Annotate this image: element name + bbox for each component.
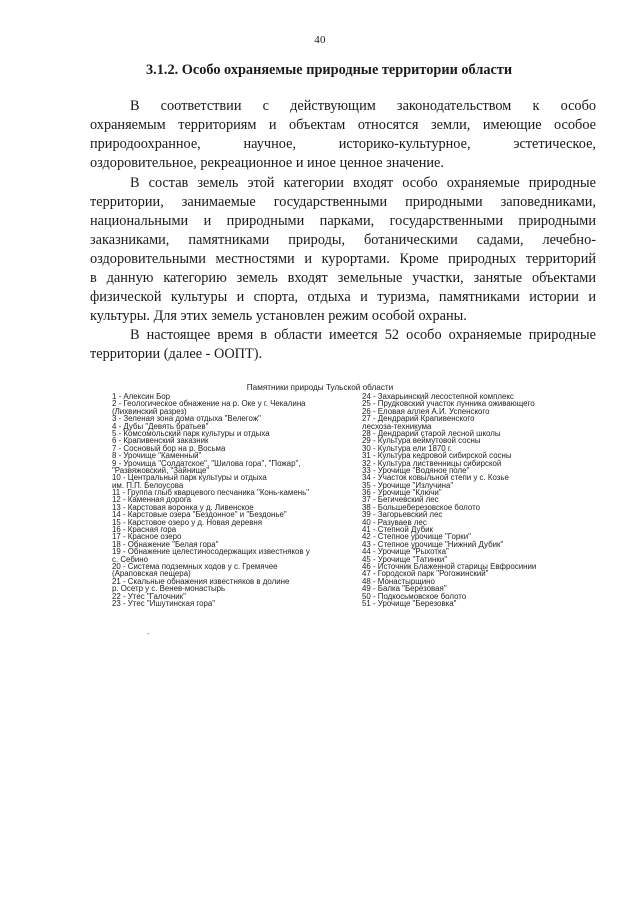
paragraph-line: территории (далее - ООПТ).: [90, 346, 263, 362]
list-item: 10 - Центральный парк культуры и отдыха: [112, 473, 267, 483]
list-item: 2 - Геологическое обнажение на р. Оке у г. Чекалина: [112, 399, 306, 409]
list-item: 34 - Участок ковыльной степи у с. Козье: [362, 473, 509, 483]
list-item: 18 - Обнажение "Белая гора": [112, 539, 219, 549]
list-item: 22 - Утес "Галочник": [112, 591, 186, 601]
list-item: 6 - Крапивенский заказник: [112, 436, 209, 446]
list-item: 4 - Дубы "Девять братьев": [112, 421, 209, 431]
list-item: 33 - Урочище "Водяное поле": [362, 465, 470, 475]
list-item: 13 - Карстовая воронка у д. Ливенское: [112, 502, 254, 512]
list-item: 25 - Прудковский участок лунника оживающего: [362, 399, 535, 409]
list-item: 5 - Комсомольский парк культуры и отдыха: [112, 428, 270, 438]
list-item: 17 - Красное озеро: [112, 532, 182, 542]
list-item: 7 - Сосновый бор на р. Восьма: [112, 443, 226, 453]
list-item: 28 - Дендрарий старой лесной школы: [362, 428, 501, 438]
list-item: лесхоза-техникума: [362, 421, 432, 431]
list-item: 42 - Степное урочище "Горки": [362, 532, 471, 542]
list-item: 39 - Загорьевский лес: [362, 510, 443, 520]
list-item: 23 - Утес "Ишутинская гора": [112, 598, 216, 608]
list-item: (Араповская пещера): [112, 569, 191, 579]
paragraph-line: физической культуры и спорта, отдыха и туризма, памятниками истории и: [90, 289, 596, 305]
list-item: 44 - Урочище "Рыхотка": [362, 547, 449, 557]
list-item: 20 - Система подземных ходов у с. Гремячее: [112, 561, 278, 571]
monuments-list-title: Памятники природы Тульской области: [246, 383, 394, 392]
list-item: 48 - Монастырщино: [362, 576, 435, 586]
list-item: 1 - Алексин Бор: [112, 392, 171, 401]
list-item: 32 - Культура лиственницы сибирской: [362, 458, 502, 468]
paragraph-line: территории, занимаемые государственными природными заповедниками,: [90, 194, 596, 210]
list-item: 50 - Подкосьмовское болото: [362, 591, 467, 601]
list-item: 24 - Захарьинский лесостепной комплекс: [362, 392, 514, 401]
list-item: "Развяжовский, "Зайнище": [112, 465, 210, 475]
monuments-list-left: [112, 393, 310, 607]
list-item: 45 - Урочище "Татинки": [362, 554, 448, 564]
list-item: 27 - Дендрарий Крапивенского: [362, 414, 475, 424]
list-item: 16 - Красная гора: [112, 525, 177, 535]
paragraph-line: природоохранное, научное, историко-культурное, эстетическое,: [90, 136, 596, 152]
list-item: 21 - Скальные обнажения известняков в долине: [112, 576, 290, 586]
paragraph-line: В настоящее время в области имеется 52 особо охраняемые природные: [130, 327, 596, 343]
paragraph-line: оздоровительными местностями и курортами. Кроме природных территорий: [90, 251, 596, 267]
list-item: р. Осетр у с. Венев-монастырь: [112, 584, 226, 594]
paragraph-line: заказниками, памятниками природы, ботаническими садами, лечебно-: [90, 232, 596, 248]
list-item: 47 - Городской парк "Рогожинский": [362, 569, 489, 579]
monuments-list-right: [362, 393, 536, 607]
paragraph-line: В состав земель этой категории входят особо охраняемые природные: [130, 175, 596, 191]
list-item: 38 - Большеберезовское болото: [362, 502, 480, 512]
list-item: 8 - Урочище "Каменный": [112, 451, 202, 461]
page-number: 40: [314, 34, 326, 46]
list-item: 19 - Обнажение целестиносодержащих известняков у: [112, 547, 310, 557]
list-item: 29 - Культура веймутовой сосны: [362, 436, 481, 446]
paragraph-line: культуры. Для этих земель установлен режим особой охраны.: [90, 308, 467, 324]
list-item: 11 - Группа глыб кварцевого песчаника "Конь-камень": [112, 488, 309, 498]
list-item: 31 - Культура кедровой сибирской сосны: [362, 451, 512, 461]
list-item: 51 - Урочище "Березовка": [362, 598, 457, 608]
list-item: с. Себино: [112, 554, 149, 564]
list-item: 41 - Степной Дубик: [362, 525, 433, 535]
list-item: 30 - Культура ели 1870 г.: [362, 443, 452, 453]
list-item: 37 - Бегичевский лес: [362, 495, 439, 505]
paragraph-line: охраняемым территориям и объектам относятся земли, имеющие особое: [90, 117, 596, 133]
list-item: 9 - Урочища "Солдатское", "Шилова гора", "Пожар",: [112, 458, 301, 468]
list-item: (Лихвинский разрез): [112, 406, 187, 416]
list-item: 26 - Еловая аллея А.И. Успенского: [362, 406, 490, 416]
list-item: 36 - Урочище "Ключи": [362, 488, 442, 498]
paragraph-line: национальными и природными парками, государственными природными: [90, 213, 596, 229]
list-item: 35 - Урочище "Излучина": [362, 480, 454, 490]
list-item: 14 - Карстовые озера "Бездонное" и "Бездонье": [112, 510, 287, 520]
list-item: 15 - Карстовое озеро у д. Новая деревня: [112, 517, 263, 527]
list-item: 3 - Зеленая зона дома отдыха "Велегож": [112, 414, 261, 424]
section-title: 3.1.2. Особо охраняемые природные территории области: [146, 62, 513, 78]
paragraph-line: В соответствии с действующим законодательством к особо: [130, 98, 596, 114]
list-item: 12 - Каменная дорога: [112, 495, 192, 505]
list-item: 49 - Балка "Березовая": [362, 584, 447, 594]
list-item: 46 - Источник Блаженной старицы Евфросинии: [362, 561, 537, 571]
paragraph-line: в данную категорию земель входят земельные участки, занятые объектами: [90, 270, 596, 286]
scan-mark: -: [147, 629, 150, 638]
list-item: им. П.П. Белоусова: [112, 480, 184, 490]
list-item: 43 - Степное урочище "Нижний Дубик": [362, 539, 504, 549]
list-item: 40 - Разуваев лес: [362, 517, 427, 527]
paragraph-line: оздоровительное, рекреационное и иное ценное значение.: [90, 155, 444, 171]
